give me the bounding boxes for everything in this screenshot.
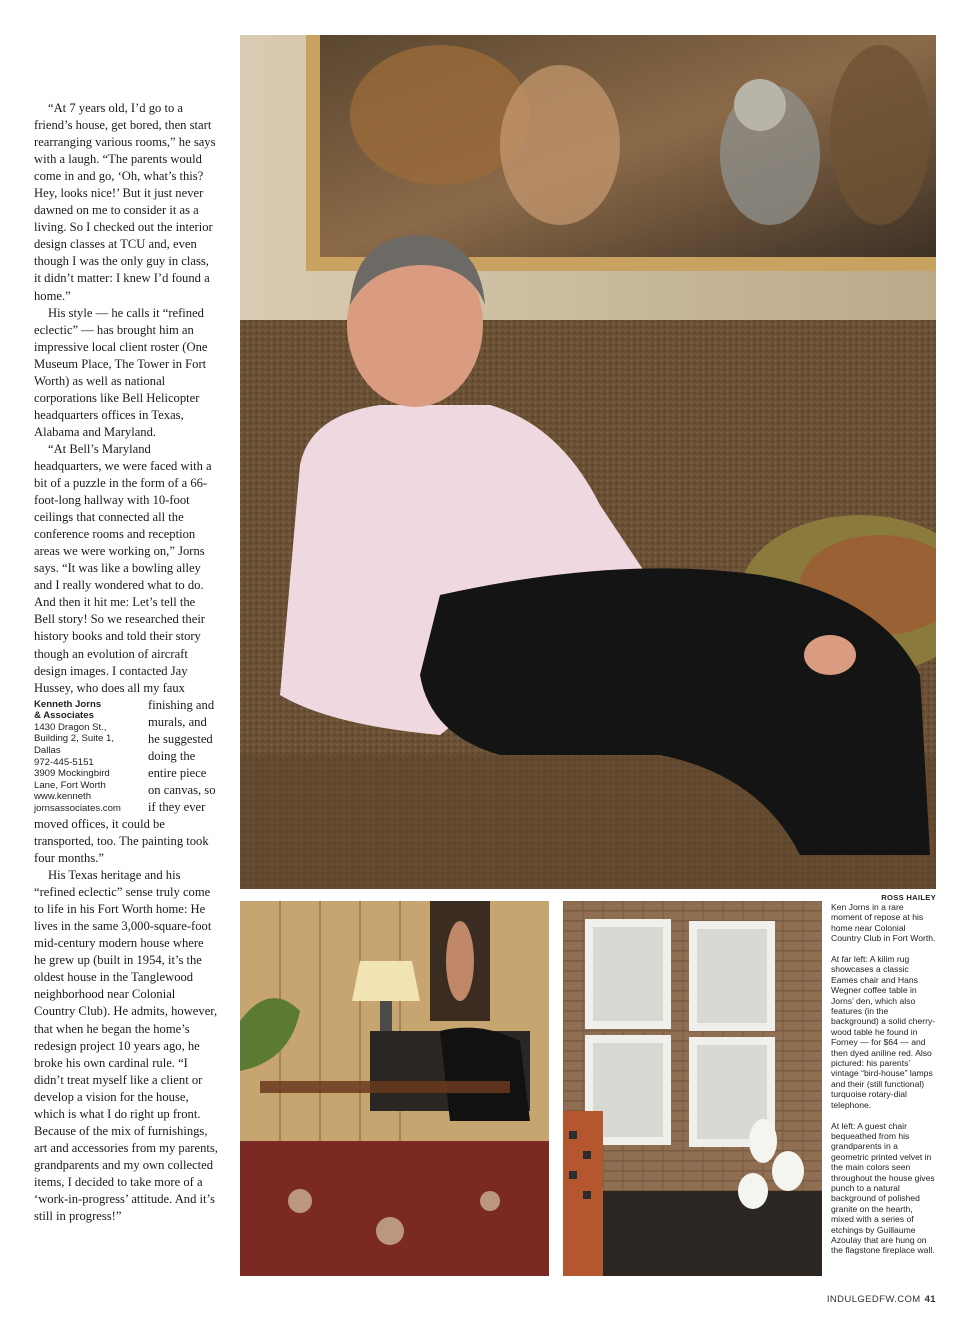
sidebar-line: Building 2, Suite 1, xyxy=(34,733,115,745)
photo-credit: ROSS HAILEY xyxy=(881,893,936,902)
sidebar-title: Kenneth Jorns xyxy=(34,698,102,710)
den-photo xyxy=(240,901,549,1276)
fireplace-photo xyxy=(563,901,822,1276)
article-paragraph: “At Bell’s Maryland headquarters, we were faced with a bit of a puzzle in the form of a 66-foot-long hallway with 10-foot ceilings that connected all the conference rooms and reception areas we were working on,” Jorns says. “It was like a bowling alley and I really wondered what to do. And then it hit me: Let’s tell the Bell story! So we researched their history books and told their story though an evolution of aircraft design images. I contacted Jay Hussey, who does all my faux xyxy=(34,441,212,695)
sidebar-line: www.kenneth xyxy=(34,791,92,803)
caption: At left: A guest chair bequeathed from his grandparents in a geometric printed velvet in the main colors seen throughout the house gives punch to a natural background of polished granite on the hearth, mixed with a series of etchings by Guillaume Azoulay that are hung on the flagstone fireplace wall. xyxy=(831,1120,935,1256)
sidebar-title: & Associates xyxy=(34,710,94,722)
photo-captions xyxy=(831,902,937,1266)
page-number: 41 xyxy=(924,1294,936,1305)
article-body xyxy=(34,100,218,1225)
footer-site: INDULGEDFW.COM xyxy=(826,1294,921,1305)
article-paragraph: His Texas heritage and his “refined eclectic” sense truly come to life in his Fort Worth home: He lives in the same 3,000-square-foot mid-century modern house where he grew up (built in 1954, it’s the oldest house in the Tanglewood neighborhood near Colonial Country Club). He admits, however, that when he began the home’s redesign project 10 years ago, he broke his own cardinal rule. “I didn’t treat myself like a client or develop a vision for the house, which is what I do right up front. Because of the mix of furnishings, art and accessories from my parents, grandparents and my own collected items, I decided to take more of a ‘work-in-progress’ attitude. And it’s still in progress!” xyxy=(34,868,218,1224)
caption: At far left: A kilim rug showcases a classic Eames chair and Hans Wegner coffee table in Jorns’ den, which also features (in the background) a solid cherry-wood table he found in Forney — for $64 — and then dyed aniline red. Also pictured: his parents’ vintage “bird-house” lamps and their (still functional) turquoise rotary-dial telephone. xyxy=(831,954,936,1110)
article-paragraph: His style — he calls it “refined eclectic” — has brought him an impressive local client roster (One Museum Place, The Tower in Fort Worth) as well as national corporations like Bell Helicopter headquarters offices in Texas, Alabama and Maryland. xyxy=(34,305,208,439)
article-paragraph-continued: finishing and murals, and he suggested doing the entire piece on canvas, so if they ever moved offices, it could be transported, too. The painting took four months.” xyxy=(34,697,216,866)
sidebar-line: 972-445-5151 xyxy=(34,756,94,768)
caption: Ken Jorns in a rare moment of repose at his home near Colonial Country Club in Fort Worth. xyxy=(831,902,936,944)
sidebar-line: 1430 Dragon St., xyxy=(34,721,107,733)
sidebar-line: Lane, Fort Worth xyxy=(34,779,106,791)
page-footer xyxy=(827,1294,936,1305)
business-info-sidebar xyxy=(34,699,140,815)
portrait-photo xyxy=(240,35,936,889)
sidebar-line: jornsassociates.com xyxy=(34,802,121,814)
sidebar-line: Dallas xyxy=(34,745,61,757)
article-paragraph: “At 7 years old, I’d go to a friend’s house, get bored, then start rearranging various rooms,” he says with a laugh. “The parents would come in and go, ‘Oh, what’s this? Hey, looks nice!’ But it just never dawned on me to consider it as a living. So I checked out the interior design classes at TCU and, even though I was the only guy in class, it didn’t matter: I knew I’d found a home.” xyxy=(34,101,216,303)
sidebar-line: 3909 Mockingbird xyxy=(34,768,110,780)
